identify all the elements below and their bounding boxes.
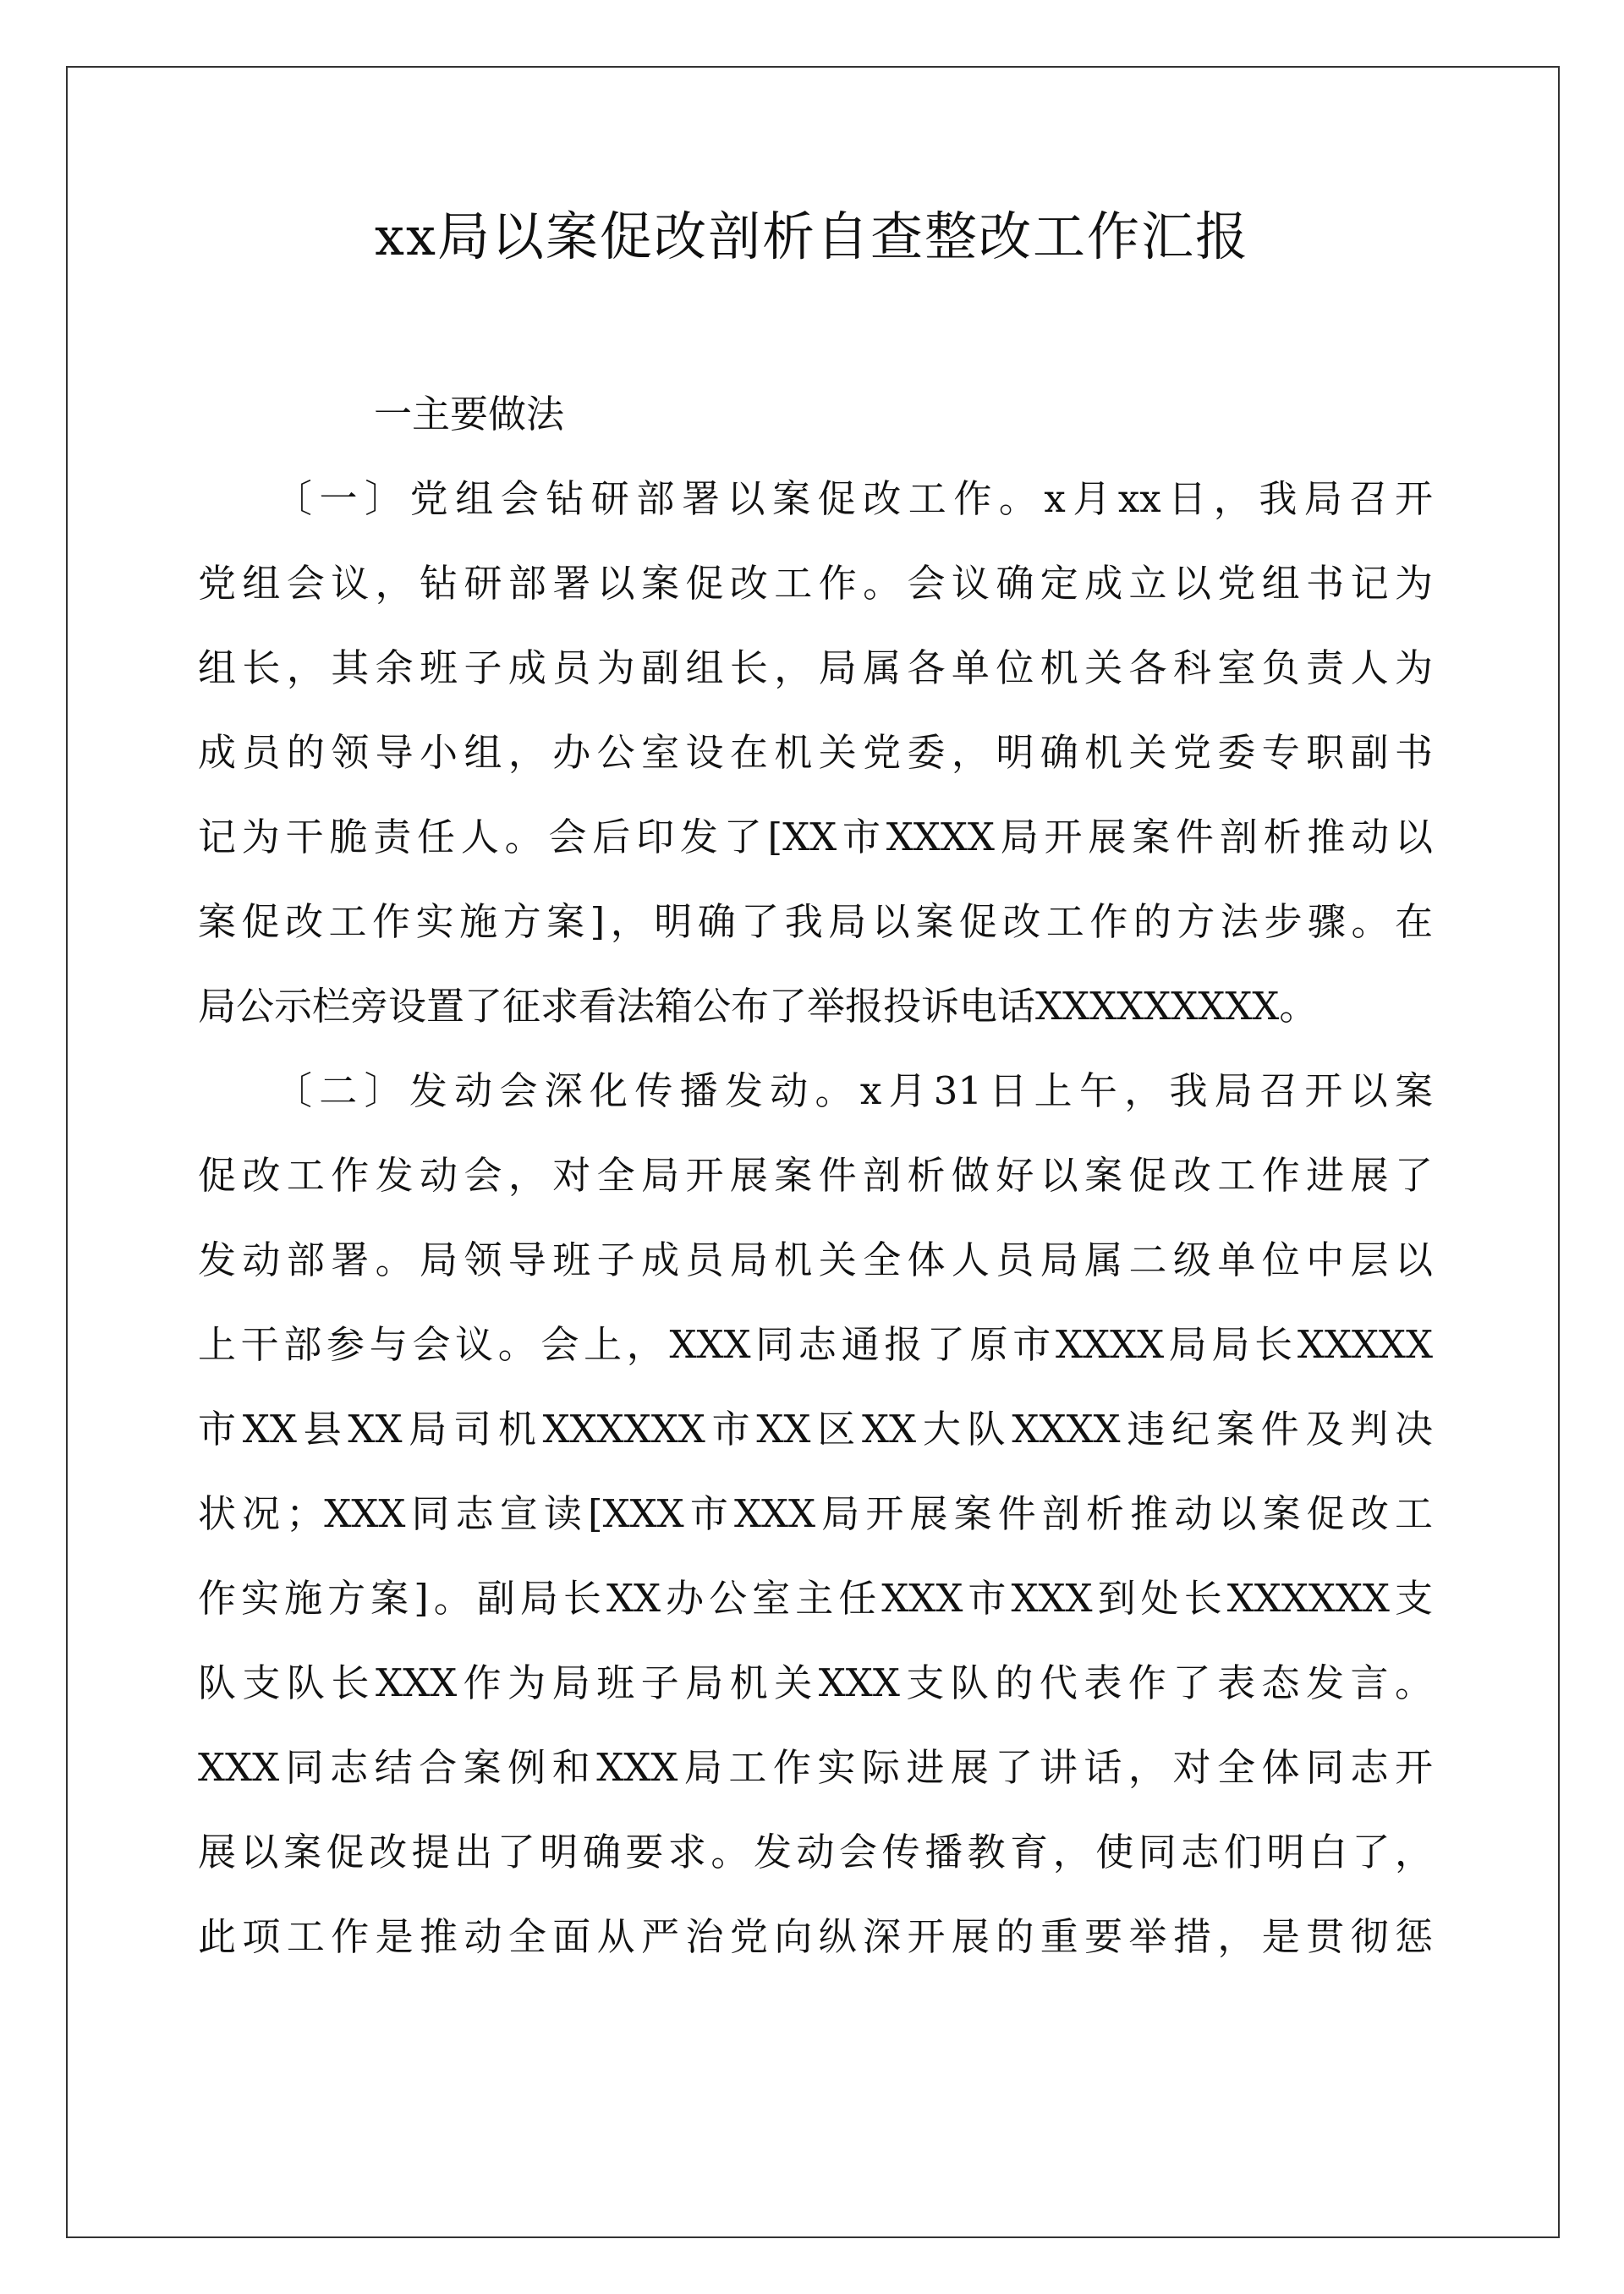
paragraph-2-line-5: 市XX县XX局司机XXXXXX市XX区XX大队XXXX违纪案件及判决	[198, 1407, 1433, 1452]
paragraph-2-line-2: 促改工作发动会，对全局开展案件剖析做好以案促改工作进展了	[198, 1153, 1433, 1198]
paragraph-1-line-1: 〔一〕党组会钻研部署以案促改工作。x月xx日，我局召开	[274, 476, 1433, 521]
document-body	[198, 372, 1433, 1979]
paragraph-2-line-1: 〔二〕发动会深化传播发动。x月31日上午，我局召开以案	[274, 1068, 1433, 1113]
paragraph-1-line-7: 局公示栏旁设置了征求看法箱公布了举报投诉电话XXXXXXXXX。	[198, 984, 1318, 1029]
paragraph-1-line-2: 党组会议，钻研部署以案促改工作。会议确定成立以党组书记为	[198, 561, 1433, 606]
paragraph-1-line-3: 组长，其余班子成员为副组长，局属各单位机关各科室负责人为	[198, 645, 1433, 690]
paragraph-1-line-4: 成员的领导小组，办公室设在机关党委，明确机关党委专职副书	[198, 730, 1433, 775]
paragraph-2-line-6: 状况；XXX同志宣读[XXX市XXX局开展案件剖析推动以案促改工	[198, 1491, 1433, 1536]
paragraph-2-line-8: 队支队长XXX作为局班子局机关XXX支队的代表作了表态发言。	[198, 1660, 1433, 1705]
section-heading: 一主要做法	[374, 392, 565, 436]
paragraph-2-line-9: XXX同志结合案例和XXX局工作实际进展了讲话，对全体同志开	[198, 1745, 1433, 1790]
paragraph-1-line-5: 记为干脆责任人。会后印发了[XX市XXXX局开展案件剖析推动以	[198, 815, 1433, 859]
paragraph-2-line-4: 上干部参与会议。会上，XXX同志通报了原市XXXX局局长XXXXX	[198, 1322, 1433, 1367]
paragraph-2-line-3: 发动部署。局领导班子成员局机关全体人员局属二级单位中层以	[198, 1238, 1433, 1282]
paragraph-1-line-6: 案促改工作实施方案]，明确了我局以案促改工作的方法步骤。在	[198, 899, 1433, 944]
paragraph-2-line-11: 此项工作是推动全面从严治党向纵深开展的重要举措，是贯彻惩	[198, 1914, 1433, 1959]
document-title: xx局以案促改剖析自查整改工作汇报	[375, 206, 1249, 267]
paragraph-2-line-7: 作实施方案]。副局长XX办公室主任XXX市XXX到处长XXXXXX支	[198, 1576, 1433, 1621]
paragraph-2-line-10: 展以案促改提出了明确要求。发动会传播教育，使同志们明白了，	[198, 1830, 1433, 1874]
